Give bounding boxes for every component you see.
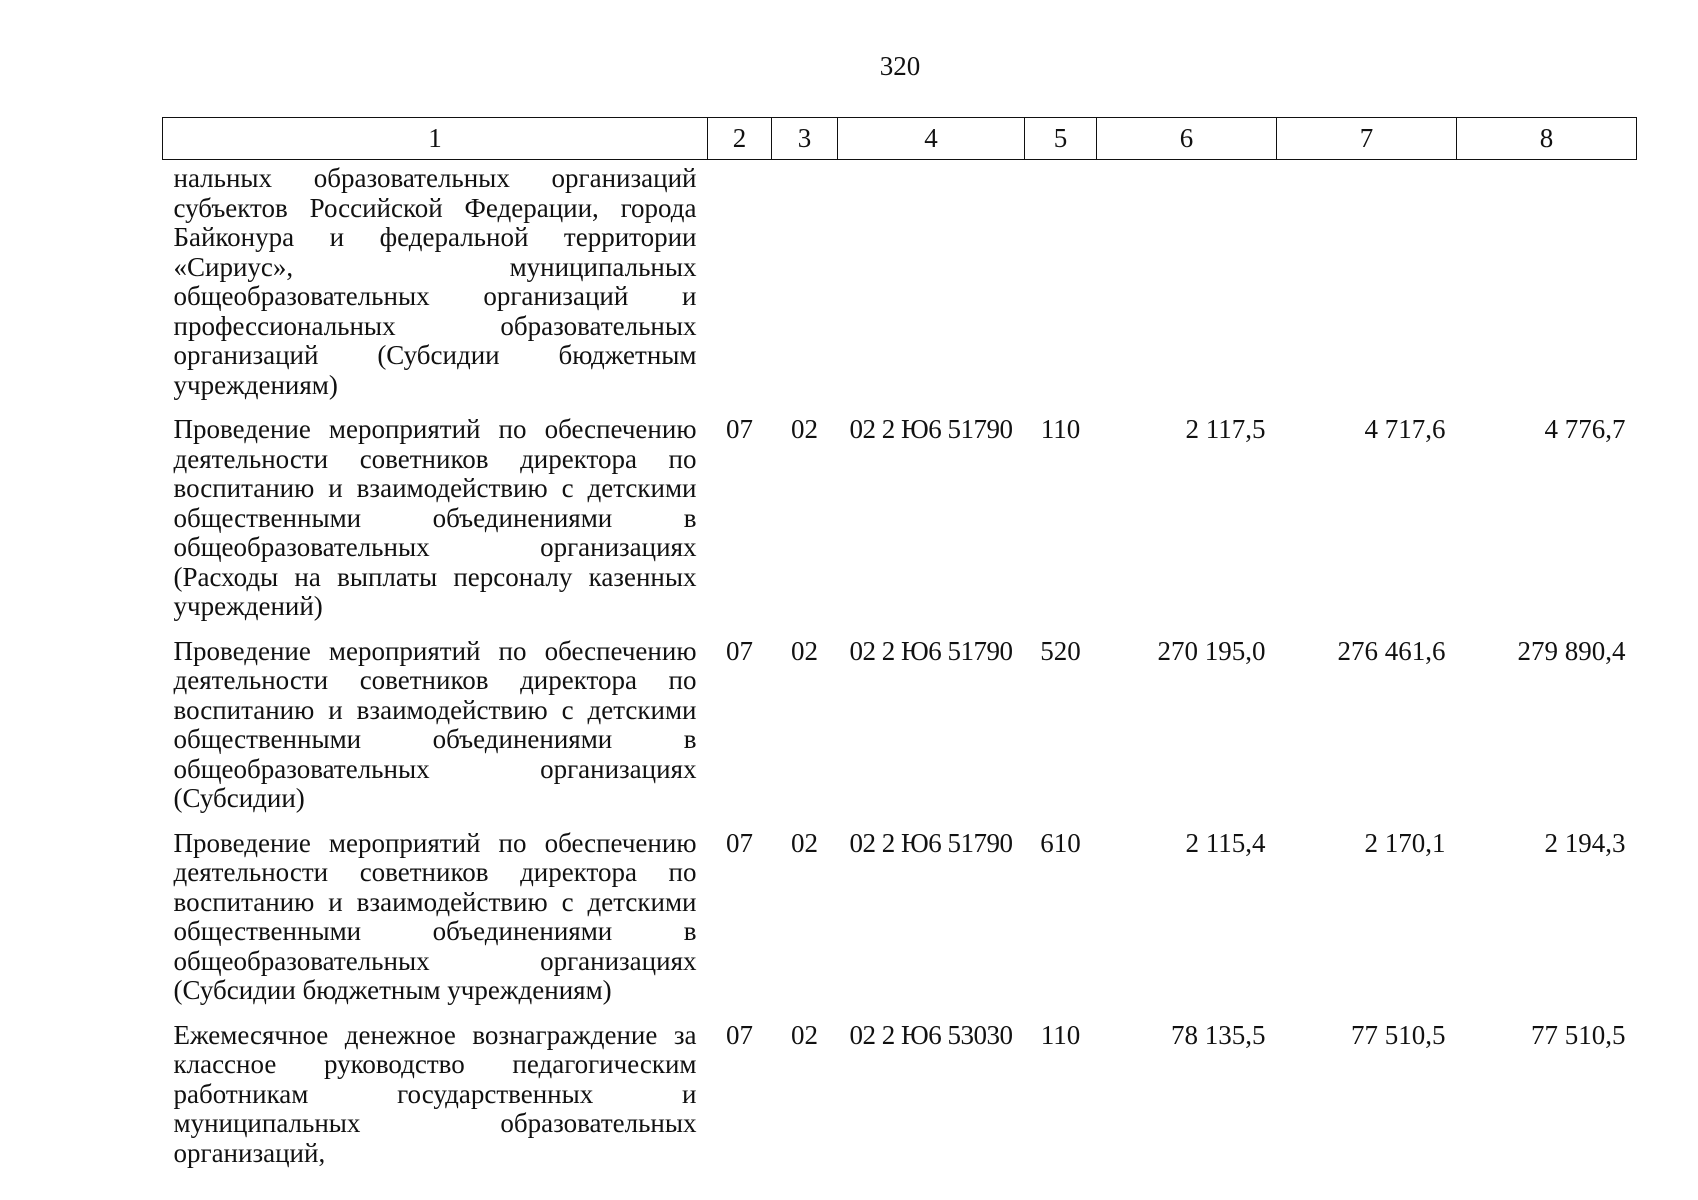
row-target-code: 02 2 Ю6 51790 [849, 827, 1013, 858]
column-header-4: 4 [838, 118, 1025, 160]
row-section: 07 [726, 635, 753, 666]
column-header-5: 5 [1025, 118, 1097, 160]
row-subsection: 02 [791, 635, 818, 666]
column-header-6: 6 [1097, 118, 1277, 160]
row-subsection [772, 160, 838, 401]
row-amount-3: 77 510,5 [1531, 1019, 1626, 1050]
budget-table [162, 117, 1637, 1168]
row-amount-3: 2 194,3 [1544, 827, 1626, 858]
row-target-code [838, 160, 1025, 401]
row-amount-2 [1277, 160, 1457, 401]
row-amount-2: 4 717,6 [1364, 414, 1446, 444]
row-subsection: 02 [791, 414, 818, 444]
table-row [163, 1006, 1637, 1169]
row-target-code: 02 2 Ю6 51790 [849, 414, 1013, 444]
row-amount-3: 4 776,7 [1544, 414, 1626, 444]
row-amount-1 [1097, 160, 1277, 401]
row-amount-1: 2 117,5 [1185, 414, 1266, 444]
column-header-8: 8 [1457, 118, 1637, 160]
row-expense-type [1025, 160, 1097, 401]
row-amount-2: 2 170,1 [1364, 827, 1446, 858]
table-row [163, 400, 1637, 622]
row-amount-1: 78 135,5 [1171, 1019, 1266, 1050]
row-section [708, 160, 772, 401]
row-expense-type: 110 [1040, 1019, 1081, 1050]
row-amount-3: 279 890,4 [1517, 635, 1626, 666]
row-expense-type: 520 [1040, 635, 1081, 666]
row-amount-3 [1457, 160, 1637, 401]
table-row [163, 160, 1637, 401]
row-section: 07 [726, 827, 753, 858]
column-header-1: 1 [163, 118, 708, 160]
page-number: 320 [879, 51, 921, 81]
table-row [163, 622, 1637, 814]
row-amount-2: 77 510,5 [1351, 1019, 1446, 1050]
row-description: Проведение мероприятий по обеспечению деятельности советников директора по воспитанию и взаимодействию с детскими общественными объединениями в общеобразовательных организациях (Расходы на выплаты персоналу казенных учреждений) [173, 414, 697, 621]
row-expense-type: 610 [1040, 827, 1081, 858]
row-subsection: 02 [791, 1019, 818, 1050]
row-description: Проведение мероприятий по обеспечению деятельности советников директора по воспитанию и взаимодействию с детскими общественными объединениями в общеобразовательных организациях (Субсидии) [173, 635, 697, 813]
column-header-7: 7 [1277, 118, 1457, 160]
row-amount-2: 276 461,6 [1337, 635, 1446, 666]
table-row [163, 814, 1637, 1006]
row-subsection: 02 [791, 827, 818, 858]
row-section: 07 [726, 1019, 753, 1050]
row-target-code: 02 2 Ю6 51790 [849, 635, 1013, 666]
row-amount-1: 2 115,4 [1185, 827, 1266, 858]
row-target-code: 02 2 Ю6 53030 [849, 1019, 1013, 1050]
column-header-3: 3 [772, 118, 838, 160]
row-description: Проведение мероприятий по обеспечению деятельности советников директора по воспитанию и взаимодействию с детскими общественными объединениями в общеобразовательных организациях (Субсидии бюджетным учреждениям) [173, 827, 697, 1005]
row-description: нальных образовательных организаций субъектов Российской Федерации, города Байконура и федеральной территории «Сириус», муниципальных общеобразовательных организаций и профессиональных образовательных организаций (Субсидии бюджетным учреждениям) [173, 163, 697, 400]
header-row [163, 118, 1637, 160]
row-section: 07 [726, 414, 753, 444]
column-header-2: 2 [708, 118, 772, 160]
row-expense-type: 110 [1040, 414, 1081, 444]
row-amount-1: 270 195,0 [1157, 635, 1266, 666]
row-description: Ежемесячное денежное вознаграждение за классное руководство педагогическим работникам государственных и муниципальных образовательных организаций, [173, 1019, 697, 1168]
